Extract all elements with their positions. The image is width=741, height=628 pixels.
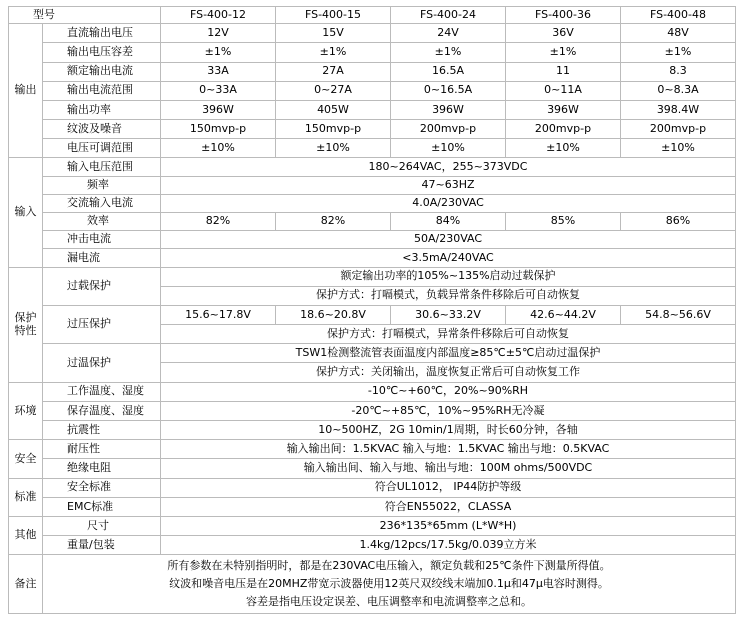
cell-value: 396W — [391, 100, 506, 119]
cell-value: 48V — [621, 24, 736, 43]
cell-value: 0~11A — [506, 81, 621, 100]
cell-value: 0~16.5A — [391, 81, 506, 100]
table-row — [9, 555, 736, 614]
table-row — [9, 231, 736, 249]
cell-value: 15.6~17.8V — [161, 305, 276, 324]
table-row — [9, 158, 736, 176]
table-row — [9, 43, 736, 62]
row-label: 过载保护 — [43, 267, 161, 305]
cell-value: 11 — [506, 62, 621, 81]
row-label: 安全标准 — [43, 478, 161, 497]
table-row — [9, 120, 736, 139]
table-row — [9, 382, 736, 401]
cell-value: 180~264VAC，255~373VDC — [161, 158, 736, 176]
table-row — [9, 81, 736, 100]
cell-value: 82% — [161, 212, 276, 230]
category-input: 输入 — [9, 158, 43, 267]
cell-value: 24V — [391, 24, 506, 43]
cell-value: 82% — [276, 212, 391, 230]
cell-value: 200mvp-p — [506, 120, 621, 139]
cell-value: 84% — [391, 212, 506, 230]
cell-value: 42.6~44.2V — [506, 305, 621, 324]
cell-value: 33A — [161, 62, 276, 81]
cell-value: 30.6~33.2V — [391, 305, 506, 324]
model-name: FS-400-15 — [276, 7, 391, 24]
cell-value: 200mvp-p — [621, 120, 736, 139]
row-label: 交流输入电流 — [43, 194, 161, 212]
category-notes: 备注 — [9, 555, 43, 614]
row-label: EMC标准 — [43, 497, 161, 516]
category-standards: 标准 — [9, 478, 43, 516]
cell-value: 1.4kg/12pcs/17.5kg/0.039立方米 — [161, 536, 736, 555]
category-line: 保护 — [14, 310, 37, 324]
cell-value: 396W — [161, 100, 276, 119]
row-label: 纹波及噪音 — [43, 120, 161, 139]
note-line: 纹波和噪音电压是在20MHZ带宽示波器使用12英尺双绞线末端加0.1μ和47μ电容时测得。 — [169, 577, 609, 591]
row-label: 输出功率 — [43, 100, 161, 119]
model-name: FS-400-24 — [391, 7, 506, 24]
note-line: 容差是指电压设定误差、电压调整率和电流调整率之总和。 — [246, 595, 532, 609]
cell-value: ±1% — [391, 43, 506, 62]
cell-value: 50A/230VAC — [161, 231, 736, 249]
cell-value: 15V — [276, 24, 391, 43]
model-name: FS-400-12 — [161, 7, 276, 24]
table-row — [9, 100, 736, 119]
model-name: FS-400-48 — [621, 7, 736, 24]
spec-table — [8, 6, 736, 614]
cell-value: 保护方式：打嗝模式，异常条件移除后可自动恢复 — [161, 325, 736, 344]
cell-value: 36V — [506, 24, 621, 43]
table-row — [9, 194, 736, 212]
cell-value: 236*135*65mm (L*W*H) — [161, 516, 736, 535]
row-label: 漏电流 — [43, 249, 161, 267]
table-row — [9, 249, 736, 267]
table-row — [9, 516, 736, 535]
cell-value: 85% — [506, 212, 621, 230]
table-row — [9, 421, 736, 440]
table-row — [9, 267, 736, 286]
cell-value: 保护方式：打嗝模式，负载异常条件移除后可自动恢复 — [161, 286, 736, 305]
row-label: 重量/包装 — [43, 536, 161, 555]
row-label: 耐压性 — [43, 440, 161, 459]
cell-value: 150mvp-p — [276, 120, 391, 139]
table-row — [9, 478, 736, 497]
cell-value: 150mvp-p — [161, 120, 276, 139]
cell-value: ±10% — [506, 139, 621, 158]
table-row — [9, 176, 736, 194]
cell-value: ±10% — [161, 139, 276, 158]
row-label: 过压保护 — [43, 305, 161, 343]
cell-value: -20℃~+85℃，10%~95%RH无冷凝 — [161, 401, 736, 420]
cell-value: 47~63HZ — [161, 176, 736, 194]
cell-value: 输入输出间：1.5KVAC 输入与地：1.5KVAC 输出与地：0.5KVAC — [161, 440, 736, 459]
row-label: 输出电压容差 — [43, 43, 161, 62]
row-label: 保存温度、湿度 — [43, 401, 161, 420]
table-row — [9, 401, 736, 420]
table-row — [9, 139, 736, 158]
table-row — [9, 305, 736, 324]
cell-value: 0~33A — [161, 81, 276, 100]
cell-value: ±10% — [621, 139, 736, 158]
row-label: 尺寸 — [43, 516, 161, 535]
cell-value: ±1% — [621, 43, 736, 62]
cell-value: TSW1检测整流管表面温度内部温度≥85℃±5℃启动过温保护 — [161, 344, 736, 363]
cell-value: ±1% — [506, 43, 621, 62]
category-safety: 安全 — [9, 440, 43, 478]
cell-value: 符合EN55022，CLASSA — [161, 497, 736, 516]
table-row — [9, 536, 736, 555]
cell-value: 4.0A/230VAC — [161, 194, 736, 212]
cell-value: 27A — [276, 62, 391, 81]
cell-value: 10~500HZ，2G 10min/1周期，时长60分钟，各轴 — [161, 421, 736, 440]
cell-value: 396W — [506, 100, 621, 119]
model-name: FS-400-36 — [506, 7, 621, 24]
row-label: 冲击电流 — [43, 231, 161, 249]
cell-value: 额定输出功率的105%~135%启动过载保护 — [161, 267, 736, 286]
cell-value: 16.5A — [391, 62, 506, 81]
row-label: 抗震性 — [43, 421, 161, 440]
cell-value: 8.3 — [621, 62, 736, 81]
row-label: 效率 — [43, 212, 161, 230]
category-other: 其他 — [9, 516, 43, 554]
row-label: 电压可调范围 — [43, 139, 161, 158]
table-row — [9, 440, 736, 459]
cell-value: ±10% — [391, 139, 506, 158]
header-row — [9, 7, 736, 24]
row-label: 输入电压范围 — [43, 158, 161, 176]
model-label: 型号 — [9, 7, 161, 24]
row-label: 输出电流范围 — [43, 81, 161, 100]
row-label: 工作温度、湿度 — [43, 382, 161, 401]
cell-value: 12V — [161, 24, 276, 43]
row-label: 过温保护 — [43, 344, 161, 382]
table-row — [9, 24, 736, 43]
table-row — [9, 459, 736, 478]
cell-value: <3.5mA/240VAC — [161, 249, 736, 267]
cell-value: 86% — [621, 212, 736, 230]
cell-value: 398.4W — [621, 100, 736, 119]
category-line: 特性 — [14, 323, 37, 337]
table-row — [9, 344, 736, 363]
table-row — [9, 497, 736, 516]
cell-value: 0~27A — [276, 81, 391, 100]
category-output: 输出 — [9, 24, 43, 158]
cell-value: 输入输出间、输入与地、输出与地：100M ohms/500VDC — [161, 459, 736, 478]
row-label: 直流输出电压 — [43, 24, 161, 43]
cell-value: 符合UL1012， IP44防护等级 — [161, 478, 736, 497]
row-label: 绝缘电阻 — [43, 459, 161, 478]
table-row — [9, 62, 736, 81]
cell-value: ±10% — [276, 139, 391, 158]
cell-value: 0~8.3A — [621, 81, 736, 100]
table-row — [9, 212, 736, 230]
notes-cell — [43, 555, 736, 614]
cell-value: -10℃~+60℃，20%~90%RH — [161, 382, 736, 401]
note-line: 所有参数在未特别指明时，都是在230VAC电压输入，额定负载和25℃条件下测量所得值。 — [167, 559, 611, 573]
cell-value: ±1% — [276, 43, 391, 62]
cell-value: 200mvp-p — [391, 120, 506, 139]
cell-value: 保护方式：关闭输出，温度恢复正常后可自动恢复工作 — [161, 363, 736, 382]
cell-value: 18.6~20.8V — [276, 305, 391, 324]
row-label: 额定输出电流 — [43, 62, 161, 81]
cell-value: 54.8~56.6V — [621, 305, 736, 324]
cell-value: 405W — [276, 100, 391, 119]
row-label: 频率 — [43, 176, 161, 194]
category-environment: 环境 — [9, 382, 43, 440]
category-protection — [9, 267, 43, 382]
cell-value: ±1% — [161, 43, 276, 62]
